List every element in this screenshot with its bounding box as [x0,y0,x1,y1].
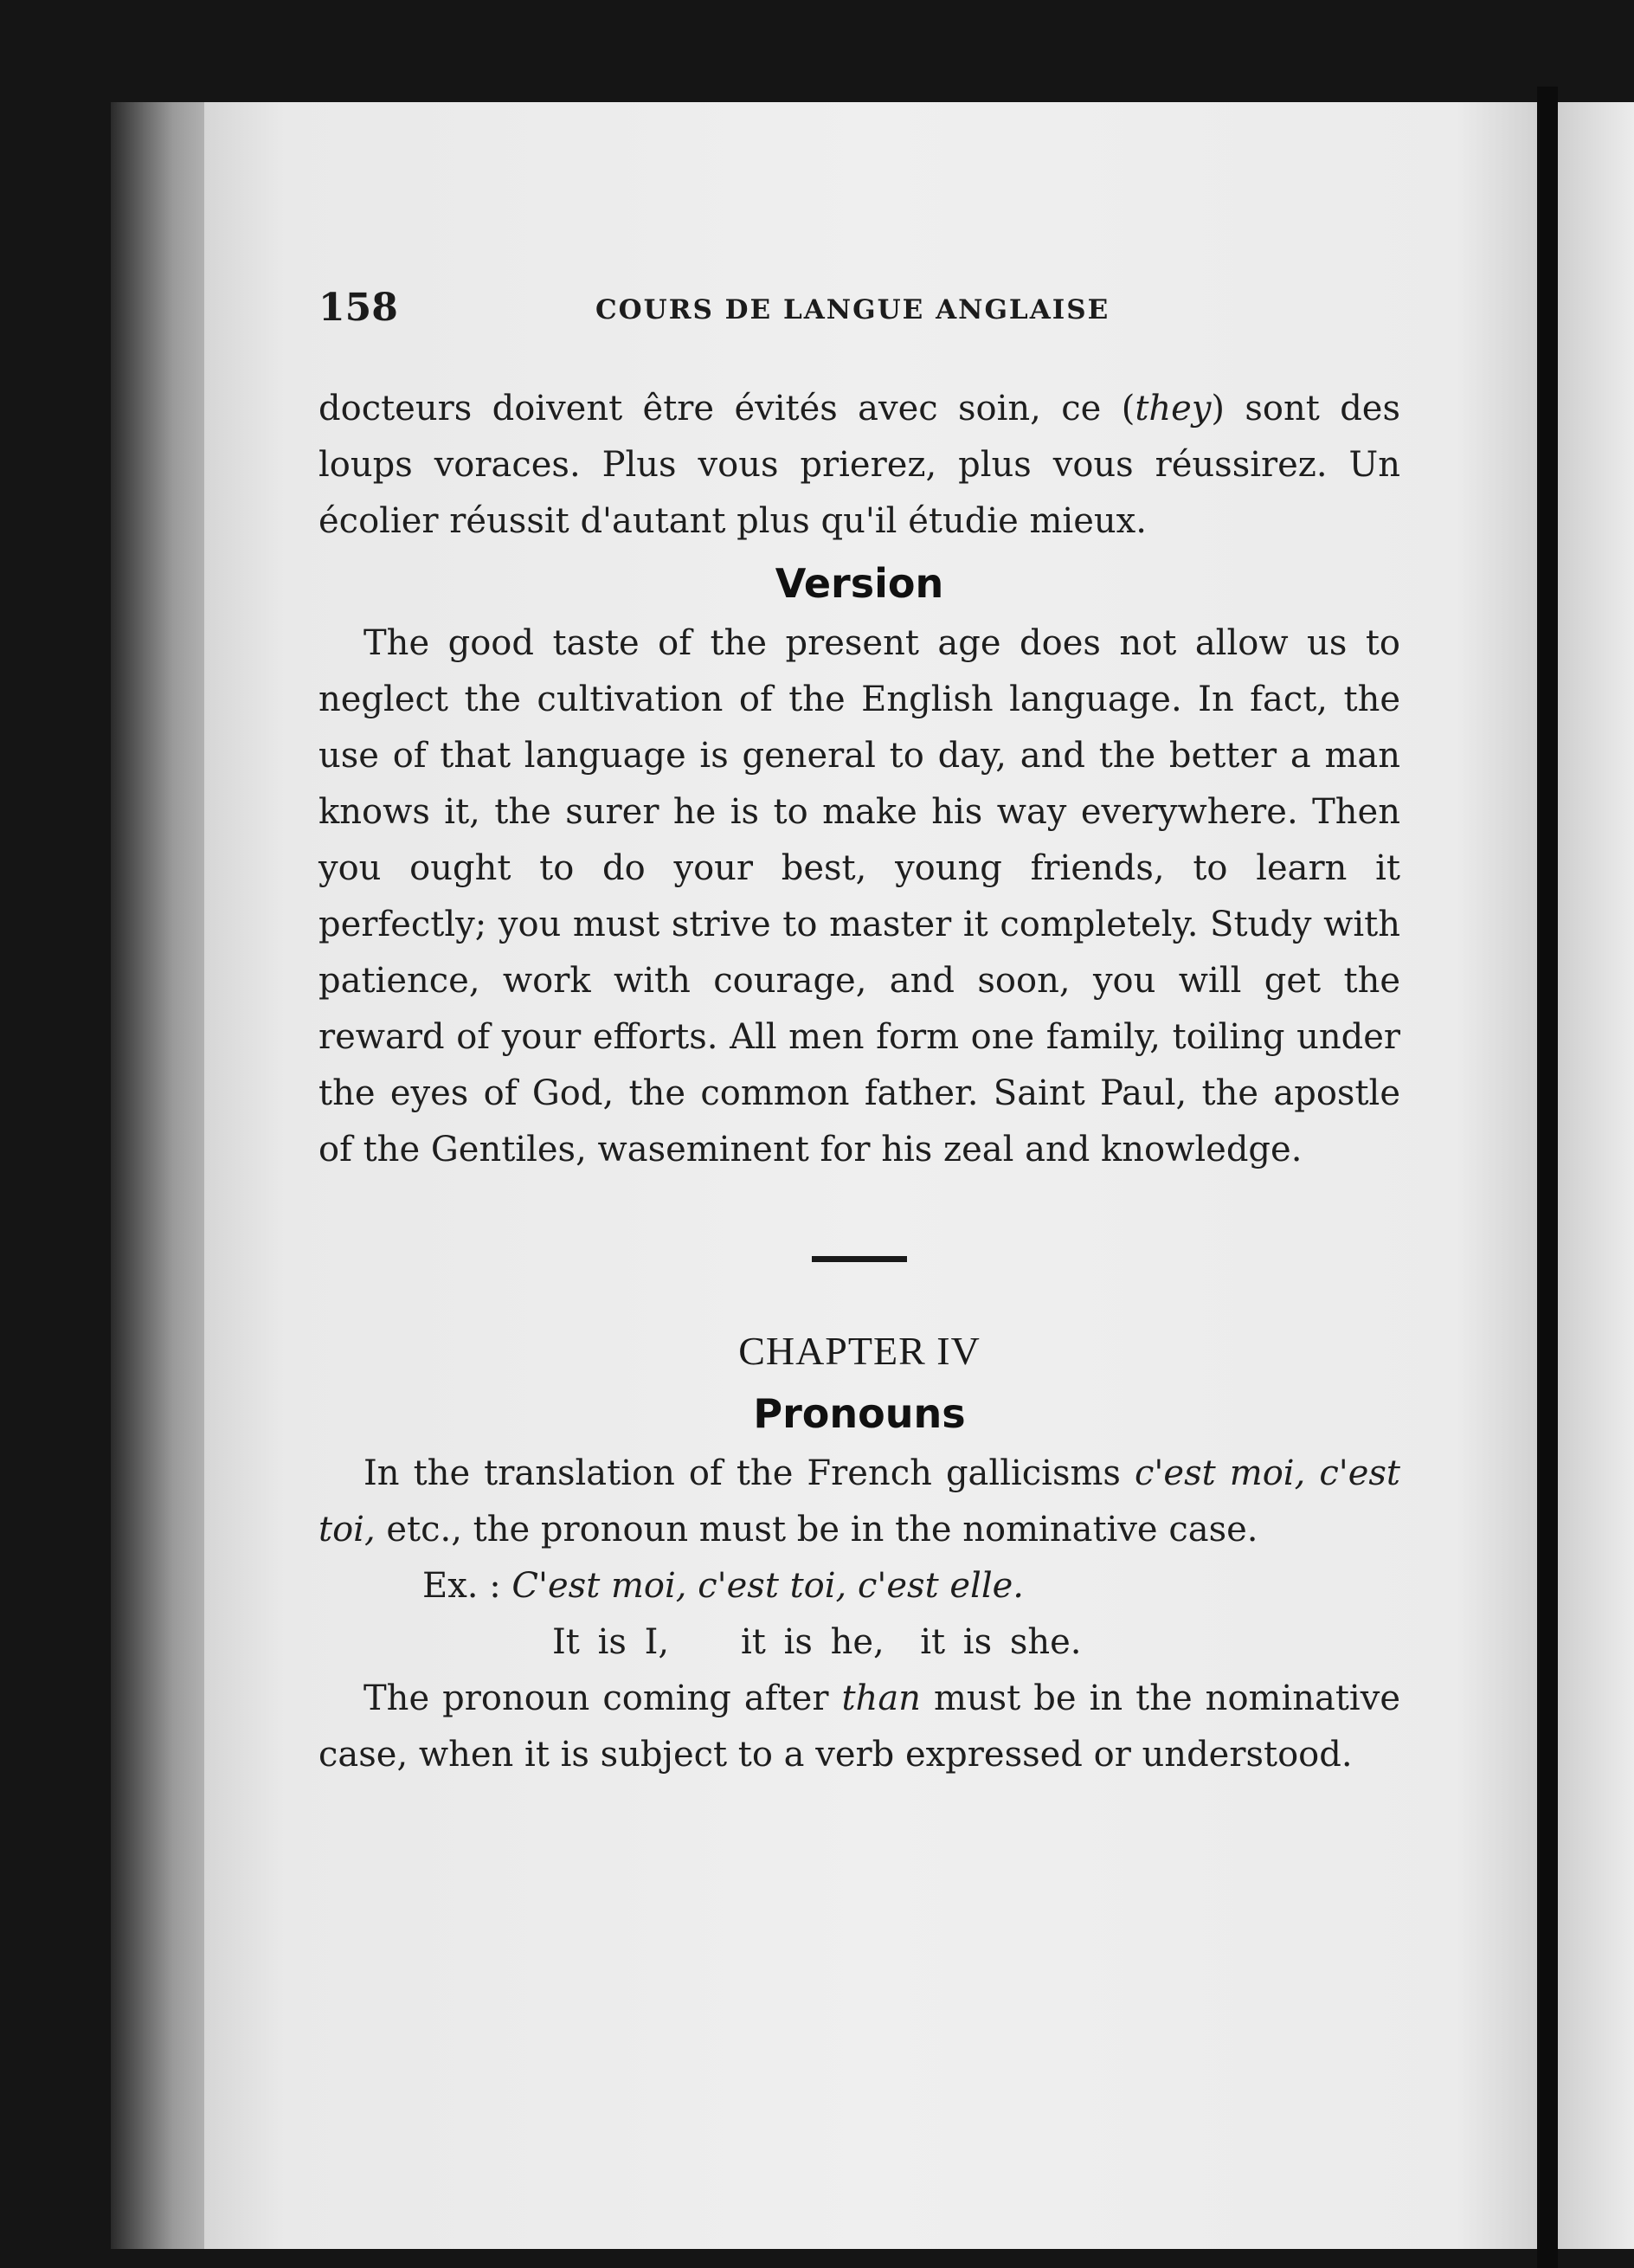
opening-paragraph: docteurs doivent être évités avec soin, ce (they) sont des loups voraces. Plus vous prierez, plus vous réussirez. Un écolier réussit d'autant plus qu'il étudie mieux. [318,389,1400,541]
running-head [318,286,1418,338]
page-number: 158 [318,286,398,330]
book-spine [111,102,215,2249]
page-gutter-shadow [1537,87,1558,2268]
rule-paragraph-1: In the translation of the French gallicisms c'est moi, c'est toi, etc., the pronoun must be in the nominative case. [318,1453,1401,1550]
italic-they: they [1135,389,1212,428]
rule-paragraph-2: The pronoun coming after than must be in the nominative case, when it is subject to a verb expressed or understood. [318,1678,1400,1775]
page-body [318,381,1400,1783]
version-heading: Version [775,560,944,607]
italic-gallicisms: c'est moi, c'est toi, [318,1453,1401,1550]
example-label: Ex. : [422,1566,512,1606]
example-english: It is I, it is he, it is she. [552,1622,1082,1662]
section-divider [812,1256,907,1262]
example-french [318,1558,1400,1614]
version-paragraph: The good taste of the present age does not allow us to neglect the cultivation of the English language. In fact, the use of that language is general to day, and the better a man knows it, the surer he is to make his way everywhere. Then you ought to do your best, young friends, to learn it perfectly; you must strive to master it completely. Study with patience, work with courage, and soon, you will get the reward of your efforts. All men form one family, toiling under the eyes of God, the common father. Saint Paul, the apostle of the Gentiles, waseminent for his zeal and knowledge. [318,623,1400,1169]
facing-page-edge [1558,102,1634,2249]
pronouns-heading: Pronouns [753,1390,966,1437]
italic-than: than [841,1678,921,1718]
example-french-text: C'est moi, c'est toi, c'est elle. [511,1566,1025,1606]
running-title: COURS DE LANGUE ANGLAISE [595,294,1110,325]
chapter-heading: CHAPTER IV [738,1329,981,1373]
